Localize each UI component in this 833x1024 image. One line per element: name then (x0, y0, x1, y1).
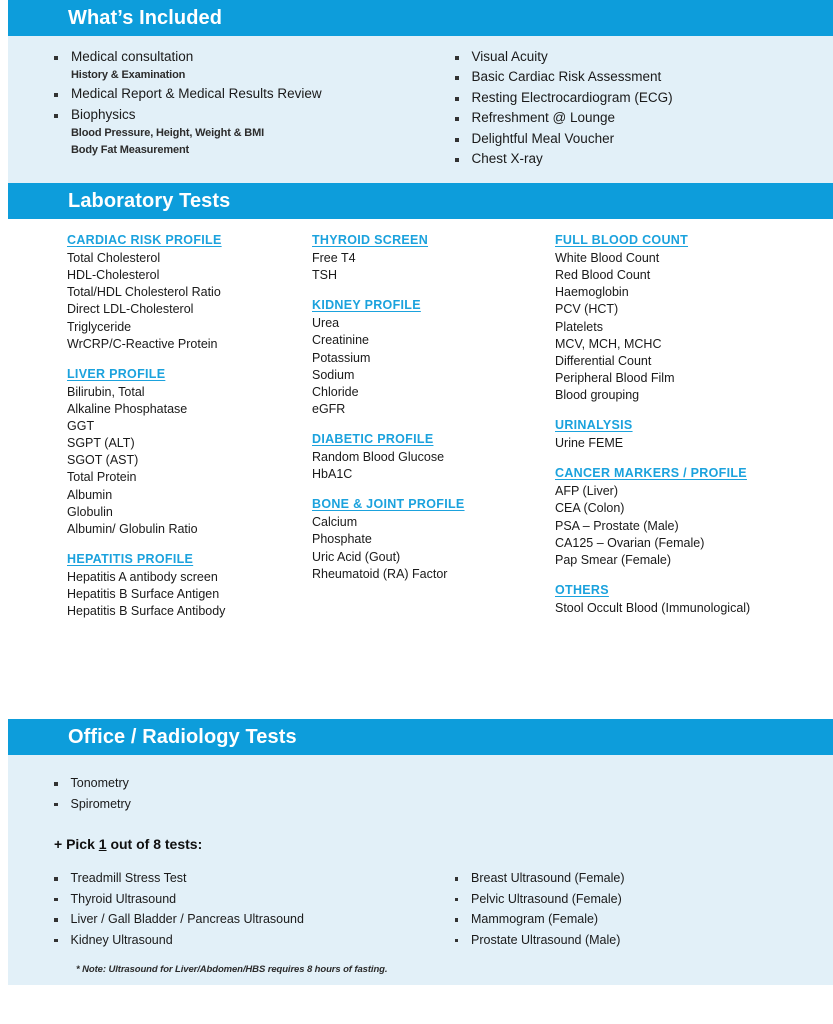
list-item (54, 84, 431, 105)
lab-test-item: Hepatitis B Surface Antibody (67, 604, 226, 619)
lab-test-item: White Blood Count (555, 251, 660, 265)
lab-test-group (555, 418, 833, 452)
list-item-label: Spirometry (70, 796, 131, 811)
pick-right-column (431, 868, 833, 950)
list-item-label: Biophysics (71, 106, 136, 122)
square-bullet-icon (455, 898, 459, 902)
square-bullet-icon (54, 918, 58, 922)
optional-test-item (455, 909, 833, 930)
list-item-label: Visual Acuity (471, 48, 548, 64)
list-item-label: Refreshment @ Lounge (471, 110, 616, 125)
lab-group-heading: LIVER PROFILE (67, 366, 166, 381)
lab-test-item: PSA – Prostate (Male) (555, 518, 679, 533)
lab-test-group (67, 367, 312, 538)
list-item (54, 104, 431, 125)
lab-group-heading: THYROID SCREEN (312, 233, 429, 247)
lab-group-heading: CARDIAC RISK PROFILE (67, 233, 222, 247)
square-bullet-icon (54, 114, 58, 118)
list-item (54, 46, 431, 67)
lab-test-item: eGFR (312, 401, 346, 416)
lab-test-item: Total Cholesterol (67, 251, 161, 265)
list-item-label: Tonometry (70, 776, 129, 790)
lab-test-item: Total/HDL Cholesterol Ratio (67, 285, 221, 300)
lab-test-item: Pap Smear (Female) (555, 552, 672, 567)
list-item-label: Delightful Meal Voucher (471, 130, 615, 146)
lab-test-item: HbA1C (312, 467, 353, 482)
list-item-label: Resting Electrocardiogram (ECG) (471, 89, 673, 105)
list-item-label: Breast Ultrasound (Female) (471, 871, 625, 885)
lab-test-item: Potassium (312, 350, 371, 365)
lab-test-item: Peripheral Blood Film (555, 370, 675, 385)
lab-group-heading: KIDNEY PROFILE (312, 298, 421, 313)
laboratory-tests-header-bar (8, 183, 833, 219)
whats-included-title: What’s Included (68, 6, 223, 29)
lab-column-2 (312, 233, 555, 719)
lab-group-heading: DIABETIC PROFILE (312, 432, 434, 446)
lab-test-item: Calcium (312, 515, 358, 530)
lab-test-item: Uric Acid (Gout) (312, 549, 401, 564)
square-bullet-icon (455, 138, 459, 142)
lab-column-3 (555, 233, 833, 719)
fasting-footnote: * Note: Ultrasound for Liver/Abdomen/HBS requires 8 hours of fasting. (76, 964, 388, 975)
whats-included-panel (8, 36, 833, 183)
lab-test-item: Phosphate (312, 532, 372, 547)
square-bullet-icon (455, 158, 459, 162)
lab-test-group (312, 233, 555, 284)
lab-test-item: HDL-Cholesterol (67, 268, 160, 283)
lab-group-heading: URINALYSIS (555, 418, 633, 433)
lab-test-item: Total Protein (67, 470, 137, 485)
office-radiology-panel (8, 755, 833, 985)
lab-test-item: Bilirubin, Total (67, 384, 145, 399)
lab-test-item: Blood grouping (555, 388, 640, 402)
optional-test-item (54, 868, 431, 889)
list-item-label: Chest X-ray (471, 151, 543, 166)
lab-test-item: Alkaline Phosphatase (67, 401, 188, 416)
optional-test-item (455, 930, 833, 951)
square-bullet-icon (54, 93, 58, 97)
list-item-label: Medical Report & Medical Results Review (71, 86, 322, 101)
lab-test-group (555, 466, 833, 569)
pick-suffix: out of 8 tests: (106, 836, 203, 852)
lab-test-item: TSH (312, 268, 337, 283)
office-radiology-title: Office / Radiology Tests (68, 725, 297, 748)
pick-instruction (8, 814, 833, 852)
lab-test-item: Free T4 (312, 251, 356, 265)
lab-test-item: Differential Count (555, 353, 652, 368)
list-item (455, 108, 833, 129)
whats-included-left-column (8, 46, 431, 169)
lab-test-group (312, 497, 555, 583)
lab-test-group (312, 298, 555, 418)
list-item (455, 87, 833, 108)
list-item-label: Pelvic Ultrasound (Female) (471, 891, 622, 906)
lab-test-item: Urine FEME (555, 436, 624, 451)
sub-detail-text: Blood Pressure, Height, Weight & BMI (71, 126, 265, 139)
lab-test-item: AFP (Liver) (555, 484, 618, 499)
lab-test-group (555, 583, 833, 617)
lab-test-item: PCV (HCT) (555, 302, 619, 317)
square-bullet-icon (455, 117, 459, 121)
lab-group-heading: BONE & JOINT PROFILE (312, 497, 465, 512)
list-item (455, 67, 833, 88)
lab-test-item: Chloride (312, 384, 359, 399)
lab-test-item: Haemoglobin (555, 285, 629, 300)
square-bullet-icon (455, 97, 459, 101)
square-bullet-icon (455, 939, 459, 943)
list-item (455, 46, 833, 67)
lab-test-group (312, 432, 555, 483)
laboratory-tests-panel (0, 219, 833, 719)
square-bullet-icon (54, 782, 58, 786)
lab-test-item: Creatinine (312, 333, 369, 348)
optional-test-item (54, 930, 431, 951)
lab-test-item: Random Blood Glucose (312, 450, 445, 464)
square-bullet-icon (54, 56, 58, 60)
laboratory-tests-section (0, 183, 833, 719)
square-bullet-icon (54, 877, 58, 881)
optional-test-item (455, 868, 833, 889)
whats-included-right-column (431, 46, 833, 169)
square-bullet-icon (455, 877, 459, 881)
lab-group-heading: FULL BLOOD COUNT (555, 233, 689, 247)
list-item-label: Thyroid Ultrasound (70, 891, 177, 906)
lab-test-item: Hepatitis B Surface Antigen (67, 587, 220, 601)
square-bullet-icon (455, 918, 459, 922)
list-item-label: Medical consultation (71, 48, 194, 64)
lab-test-item: Albumin (67, 487, 113, 502)
lab-group-heading: CANCER MARKERS / PROFILE (555, 466, 747, 481)
list-item-label: Mammogram (Female) (471, 912, 599, 926)
office-test-item (54, 773, 833, 794)
lab-test-item: CEA (Colon) (555, 501, 625, 516)
office-radiology-header-bar (8, 719, 833, 755)
square-bullet-icon (455, 56, 459, 60)
square-bullet-icon (54, 898, 58, 902)
office-radiology-section (0, 719, 833, 985)
lab-test-item: CA125 – Ovarian (Female) (555, 535, 705, 550)
list-item (455, 149, 833, 170)
square-bullet-icon (455, 76, 459, 80)
square-bullet-icon (54, 803, 58, 807)
lab-column-1 (0, 233, 312, 719)
office-test-item (54, 794, 833, 815)
lab-test-item: SGPT (ALT) (67, 436, 135, 451)
lab-test-item: Direct LDL-Cholesterol (67, 302, 194, 317)
optional-test-item (455, 889, 833, 910)
lab-group-heading: OTHERS (555, 582, 609, 597)
list-item (455, 128, 833, 149)
lab-group-heading: HEPATITIS PROFILE (67, 551, 194, 566)
lab-test-item: Platelets (555, 319, 603, 334)
whats-included-section (0, 0, 833, 183)
lab-test-item: GGT (67, 419, 95, 433)
whats-included-header-bar (8, 0, 833, 36)
optional-test-item (54, 909, 431, 930)
lab-test-item: Sodium (312, 367, 355, 382)
lab-test-item: MCV, MCH, MCHC (555, 336, 662, 351)
sub-detail-text: Body Fat Measurement (71, 143, 190, 156)
pick-count: 1 (98, 836, 107, 852)
laboratory-tests-title: Laboratory Tests (68, 189, 231, 212)
list-item-label: Kidney Ultrasound (70, 932, 173, 947)
list-item-label: Treadmill Stress Test (70, 871, 187, 885)
optional-test-item (54, 889, 431, 910)
list-item-label: Liver / Gall Bladder / Pancreas Ultrasound (70, 912, 304, 926)
list-item-label: Basic Cardiac Risk Assessment (471, 69, 662, 84)
lab-test-group (555, 233, 833, 404)
pick-left-column (8, 868, 431, 950)
pick-prefix: + Pick (54, 836, 99, 852)
square-bullet-icon (54, 939, 58, 943)
lab-test-item: WrCRP/C-Reactive Protein (67, 336, 218, 351)
lab-test-item: Rheumatoid (RA) Factor (312, 566, 448, 581)
lab-test-item: Albumin/ Globulin Ratio (67, 521, 198, 536)
lab-test-item: Triglyceride (67, 319, 132, 334)
lab-test-item: Hepatitis A antibody screen (67, 569, 218, 584)
office-included-list (8, 773, 833, 814)
lab-test-item: Stool Occult Blood (Immunological) (555, 600, 751, 615)
lab-test-group (67, 233, 312, 353)
lab-test-item: Globulin (67, 504, 113, 519)
lab-test-item: Urea (312, 316, 340, 331)
sub-detail-text: History & Examination (71, 68, 186, 81)
lab-test-item: Red Blood Count (555, 268, 651, 283)
lab-test-item: SGOT (AST) (67, 453, 139, 468)
list-item-label: Prostate Ultrasound (Male) (471, 932, 621, 947)
lab-test-group (67, 552, 312, 620)
